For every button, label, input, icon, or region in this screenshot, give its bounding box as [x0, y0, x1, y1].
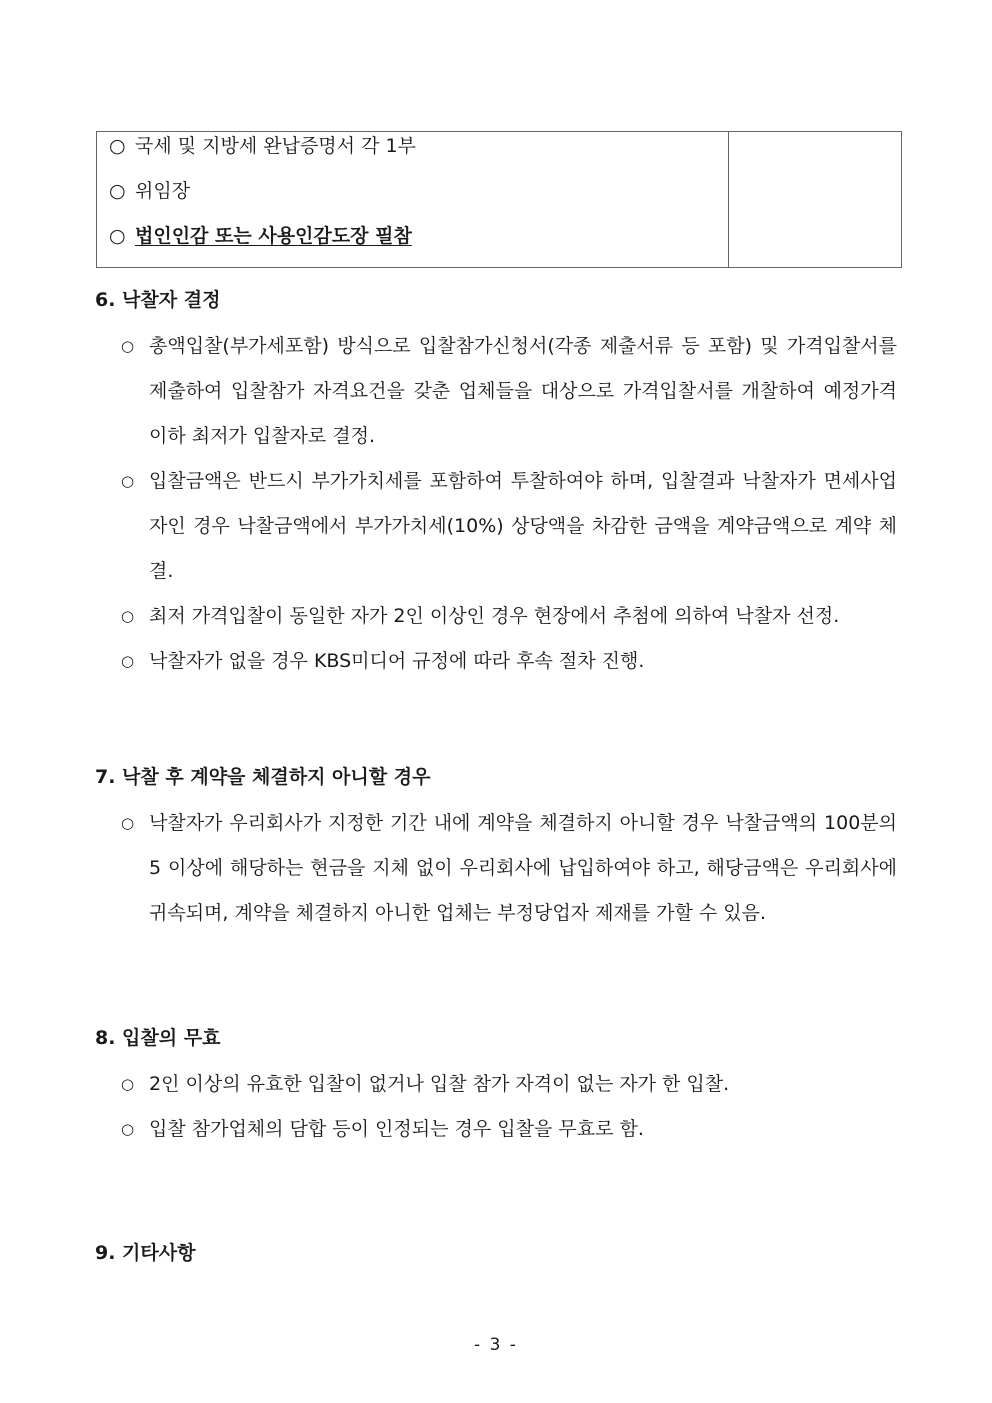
required-documents-table [96, 131, 902, 268]
list-item [95, 459, 897, 594]
section-heading: 9. 기타사항 [95, 1242, 196, 1264]
list-item-text: 입찰금액은 반드시 부가가치세를 포함하여 투찰하여야 하며, 입찰결과 낙찰자가 면세사업자인 경우 낙찰금액에서 부가가치세(10%) 상당액을 차감한 금액을 계약금액으로 계약 체결. [149, 470, 897, 582]
table-line-emphasized [97, 221, 728, 266]
list-item [95, 639, 897, 684]
bullet-mark: ○ [121, 1120, 135, 1138]
table-line-text: 법인인감 또는 사용인감도장 필참 [135, 225, 412, 247]
list-item [95, 324, 897, 459]
page-number: - 3 - [474, 1335, 518, 1355]
section-6 [95, 283, 897, 684]
bullet-mark: ○ [121, 337, 135, 355]
list-item-text: 낙찰자가 없을 경우 KBS미디어 규정에 따라 후속 절차 진행. [149, 650, 645, 672]
bullet-mark: ○ [121, 652, 135, 670]
list-item-text: 총액입찰(부가세포함) 방식으로 입찰참가신청서(각종 제출서류 등 포함) 및 가격입찰서를 제출하여 입찰참가 자격요건을 갖춘 업체들을 대상으로 가격입찰서를 개찰하여 예정가격 이하 최저가 입찰자로 결정. [149, 335, 897, 447]
table-line [97, 176, 728, 221]
list-item [95, 594, 897, 639]
bullet-mark: ○ [121, 814, 135, 832]
list-item [95, 1062, 897, 1107]
list-item-text: 2인 이상의 유효한 입찰이 없거나 입찰 참가 자격이 없는 자가 한 입찰. [149, 1073, 730, 1095]
bullet-mark: ○ [121, 472, 135, 490]
circle-mark: ○ [109, 225, 126, 247]
list-item-text: 낙찰자가 우리회사가 지정한 기간 내에 계약을 체결하지 아니할 경우 낙찰금액의 100분의 5 이상에 해당하는 현금을 지체 없이 우리회사에 납입하여야 하고, 해당금액은 우리회사에 귀속되며, 계약을 체결하지 아니한 업체는 부정당업자 제재를 가할 수 있음. [149, 812, 897, 924]
section-8 [95, 1021, 897, 1152]
section-9 [95, 1236, 897, 1270]
section-heading: 7. 낙찰 후 계약을 체결하지 아니할 경우 [95, 766, 431, 788]
bullet-mark: ○ [121, 1075, 135, 1093]
list-item [95, 1107, 897, 1152]
table-line [97, 131, 728, 176]
section-7 [95, 760, 897, 936]
list-item-text: 입찰 참가업체의 담합 등이 인정되는 경우 입찰을 무효로 함. [149, 1118, 644, 1140]
circle-mark: ○ [109, 135, 126, 157]
section-heading: 8. 입찰의 무효 [95, 1027, 221, 1049]
table-line-text: 위임장 [135, 180, 191, 202]
bullet-mark: ○ [121, 607, 135, 625]
table-left-cell [97, 132, 729, 268]
list-item [95, 801, 897, 936]
table-line-text: 국세 및 지방세 완납증명서 각 1부 [135, 135, 416, 157]
list-item-text: 최저 가격입찰이 동일한 자가 2인 이상인 경우 현장에서 추첨에 의하여 낙찰자 선정. [149, 605, 840, 627]
section-heading: 6. 낙찰자 결정 [95, 289, 221, 311]
circle-mark: ○ [109, 180, 126, 202]
table-right-cell [729, 132, 902, 268]
